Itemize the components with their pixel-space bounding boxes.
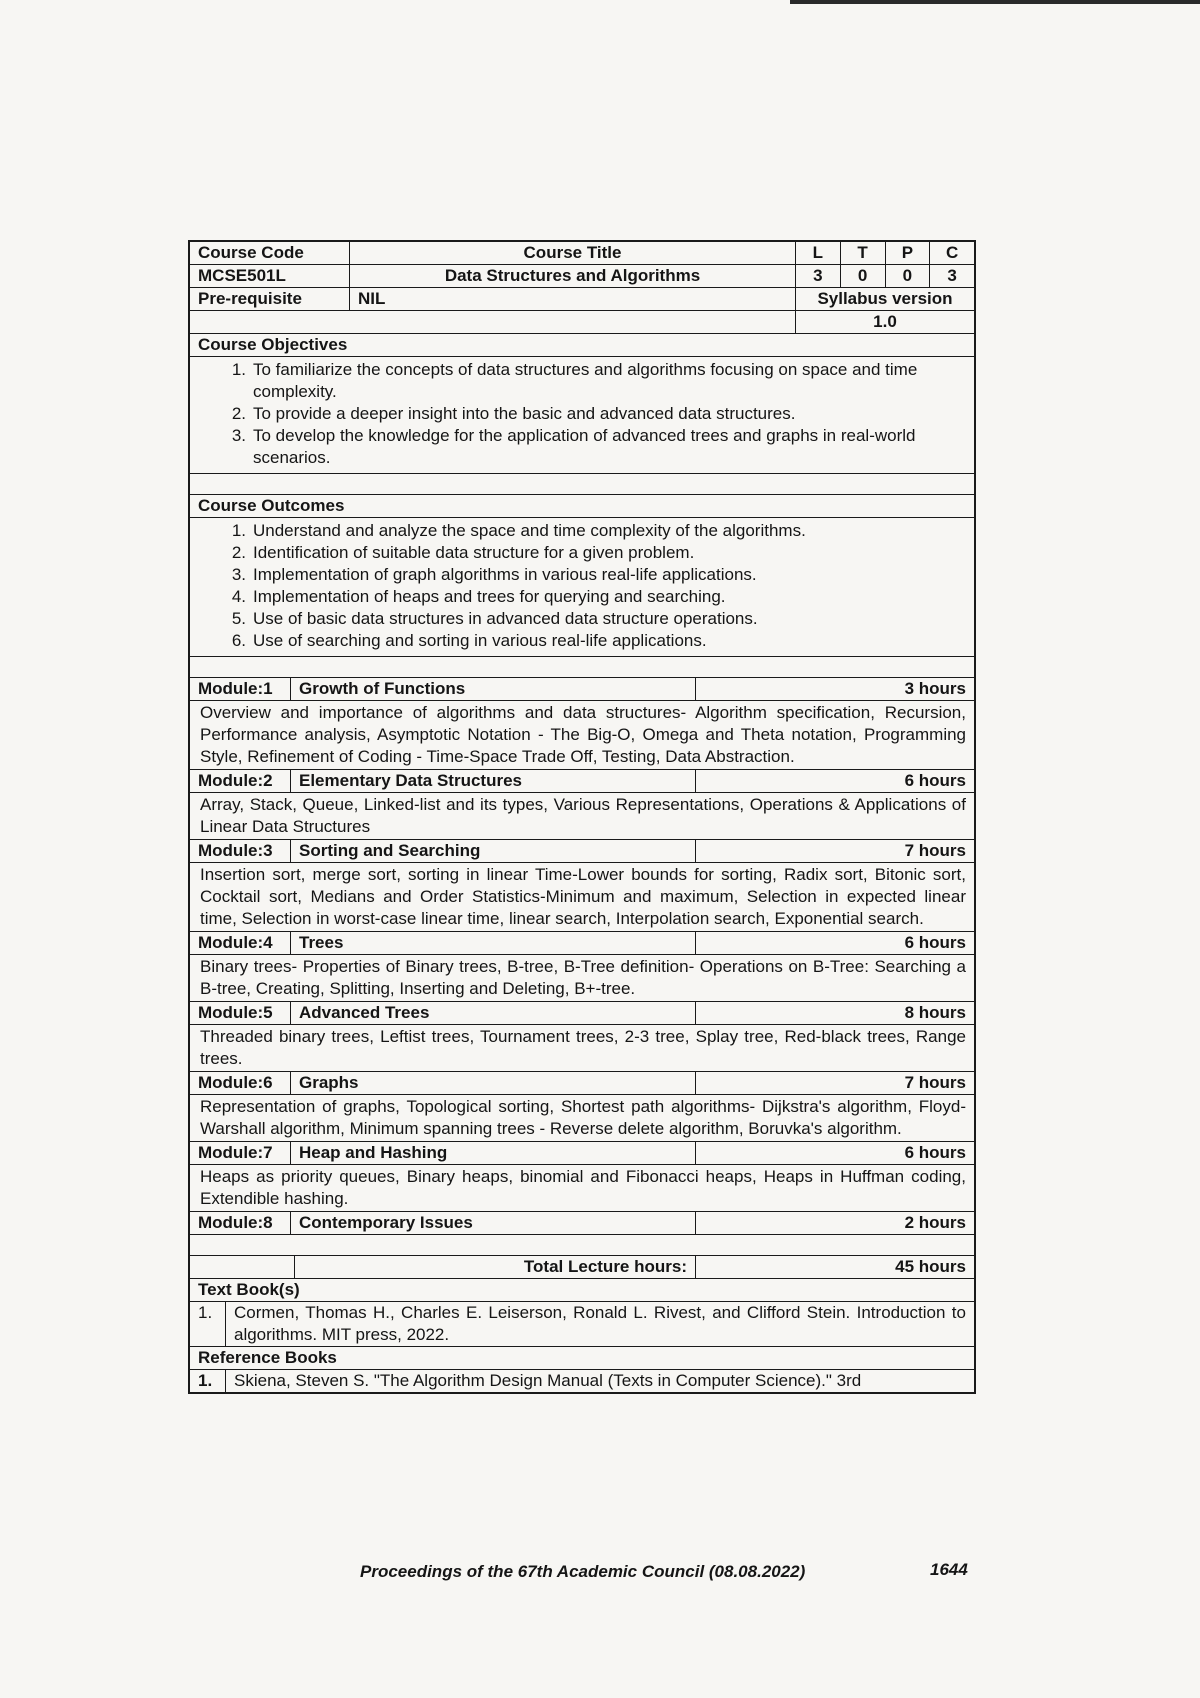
list-item: 3. To develop the knowledge for the application of advanced trees and graphs in real-world scenarios. bbox=[231, 426, 916, 467]
header-row-1 bbox=[190, 242, 974, 265]
module-content-row bbox=[190, 701, 974, 770]
header-row-4 bbox=[190, 311, 974, 334]
list-item: 1. Understand and analyze the space and time complexity of the algorithms. bbox=[231, 521, 806, 540]
reference-book-num: 1. bbox=[190, 1370, 226, 1392]
objectives-heading-row bbox=[190, 334, 974, 357]
list-item: 5. Use of basic data structures in advanced data structure operations. bbox=[231, 609, 758, 628]
module-hours: 8 hours bbox=[904, 1003, 966, 1022]
list-item: 2. Identification of suitable data structure for a given problem. bbox=[231, 543, 695, 562]
top-edge-mark bbox=[790, 0, 1200, 4]
module-label: Module:7 bbox=[190, 1142, 291, 1164]
outcomes-row bbox=[190, 518, 974, 657]
reference-book-entry: Skiena, Steven S. "The Algorithm Design Manual (Texts in Computer Science)." 3rd bbox=[234, 1371, 862, 1390]
module-hours: 6 hours bbox=[904, 771, 966, 790]
text-books-heading: Text Book(s) bbox=[198, 1280, 300, 1299]
footer-text: Proceedings of the 67th Academic Council (08.08.2022) bbox=[360, 1562, 806, 1581]
objectives-heading: Course Objectives bbox=[198, 335, 348, 354]
total-hours: 45 hours bbox=[895, 1257, 966, 1276]
course-code: MCSE501L bbox=[190, 265, 350, 287]
prereq-label: Pre-requisite bbox=[190, 288, 350, 310]
module-hours: 6 hours bbox=[904, 933, 966, 952]
module-content-row bbox=[190, 1025, 974, 1072]
outcomes-list bbox=[190, 518, 974, 656]
header-row-2 bbox=[190, 265, 974, 288]
module-label: Module:5 bbox=[190, 1002, 291, 1024]
ltpc-l-value: 3 bbox=[796, 265, 841, 287]
module-hours: 7 hours bbox=[904, 1073, 966, 1092]
ltpc-values bbox=[796, 265, 974, 287]
syllabus-version: 1.0 bbox=[873, 312, 897, 331]
reference-books-heading-row bbox=[190, 1347, 974, 1370]
page-number: 1644 bbox=[930, 1560, 968, 1579]
list-item: 3. Implementation of graph algorithms in various real-life applications. bbox=[231, 565, 757, 584]
text-book-row bbox=[190, 1302, 974, 1347]
module-content: Representation of graphs, Topological sorting, Shortest path algorithms- Dijkstra's algorithm, Floyd-Warshall algorithm, Minimum spanning trees - Reverse delete algorithm, Boruvka's algorithm. bbox=[200, 1097, 966, 1138]
module-title: Heap and Hashing bbox=[291, 1142, 696, 1164]
module-header-row bbox=[190, 1142, 974, 1165]
module-content: Array, Stack, Queue, Linked-list and its types, Various Representations, Operations & Applications of Linear Data Structures bbox=[200, 795, 966, 836]
syllabus-version-label: Syllabus version bbox=[817, 289, 953, 308]
objectives-row bbox=[190, 357, 974, 474]
reference-books-heading: Reference Books bbox=[198, 1348, 337, 1367]
ltpc-t-value: 0 bbox=[841, 265, 886, 287]
module-content-row bbox=[190, 1095, 974, 1142]
module-title: Graphs bbox=[291, 1072, 696, 1094]
list-item: 1. To familiarize the concepts of data structures and algorithms focusing on space and time complexity. bbox=[231, 360, 918, 401]
ltpc-t-label: T bbox=[841, 242, 886, 264]
module-content-row bbox=[190, 863, 974, 932]
course-code-label: Course Code bbox=[190, 242, 350, 264]
list-item: 2. To provide a deeper insight into the basic and advanced data structures. bbox=[231, 404, 796, 423]
module-label: Module:8 bbox=[190, 1212, 291, 1234]
module-content-row bbox=[190, 793, 974, 840]
module-label: Module:6 bbox=[190, 1072, 291, 1094]
total-row bbox=[190, 1256, 974, 1279]
list-item: 6. Use of searching and sorting in various real-life applications. bbox=[231, 631, 707, 650]
empty-cell bbox=[190, 311, 796, 333]
ltpc-p-value: 0 bbox=[886, 265, 931, 287]
outcomes-heading-row bbox=[190, 495, 974, 518]
module-title: Contemporary Issues bbox=[291, 1212, 696, 1234]
list-item: 4. Implementation of heaps and trees for querying and searching. bbox=[231, 587, 726, 606]
module-content-row bbox=[190, 955, 974, 1002]
outcomes-heading: Course Outcomes bbox=[198, 496, 345, 515]
ltpc-l-label: L bbox=[796, 242, 841, 264]
module-header-row bbox=[190, 770, 974, 793]
module-header-row bbox=[190, 1002, 974, 1025]
reference-book-row bbox=[190, 1370, 974, 1392]
module-header-row bbox=[190, 1072, 974, 1095]
course-title-label: Course Title bbox=[350, 242, 796, 264]
module-content: Heaps as priority queues, Binary heaps, binomial and Fibonacci heaps, Heaps in Huffman coding, Extendible hashing. bbox=[200, 1167, 966, 1208]
module-content: Insertion sort, merge sort, sorting in linear Time-Lower bounds for sorting, Radix sort, Bitonic sort, Cocktail sort, Medians and Order Statistics-Minimum and maximum, Selection in expected linear time, Selection in worst-case linear time, linear search, Interpolation search, Exponential search. bbox=[200, 865, 966, 928]
prereq-value: NIL bbox=[350, 288, 796, 310]
module-label: Module:3 bbox=[190, 840, 291, 862]
module-header-row bbox=[190, 932, 974, 955]
syllabus-table bbox=[188, 240, 976, 1394]
module-header-row bbox=[190, 678, 974, 701]
text-books-heading-row bbox=[190, 1279, 974, 1302]
module-content: Threaded binary trees, Leftist trees, Tournament trees, 2-3 tree, Splay tree, Red-black trees, Range trees. bbox=[200, 1027, 966, 1068]
module-label: Module:2 bbox=[190, 770, 291, 792]
module-hours: 3 hours bbox=[904, 679, 966, 698]
module-header-row bbox=[190, 840, 974, 863]
module-title: Advanced Trees bbox=[291, 1002, 696, 1024]
text-book-num: 1. bbox=[190, 1302, 226, 1346]
empty-cell bbox=[190, 1256, 295, 1278]
ltpc-c-value: 3 bbox=[947, 266, 957, 285]
module-hours: 2 hours bbox=[904, 1213, 966, 1232]
module-hours: 6 hours bbox=[904, 1143, 966, 1162]
module-content: Binary trees- Properties of Binary trees, B-tree, B-Tree definition- Operations on B-Tree: Searching a B-tree, Creating, Splitting, Inserting and Deleting, B+-tree. bbox=[200, 957, 966, 998]
spacer-row bbox=[190, 474, 974, 495]
module-title: Sorting and Searching bbox=[291, 840, 696, 862]
module-header-row bbox=[190, 1212, 974, 1235]
ltpc-p-label: P bbox=[886, 242, 931, 264]
course-title: Data Structures and Algorithms bbox=[350, 265, 796, 287]
text-book-entry: Cormen, Thomas H., Charles E. Leiserson, Ronald L. Rivest, and Clifford Stein. Introduction to algorithms. MIT press, 2022. bbox=[234, 1303, 966, 1344]
header-row-3 bbox=[190, 288, 974, 311]
ltpc-c-label: C bbox=[945, 243, 959, 262]
module-content: Overview and importance of algorithms and data structures- Algorithm specification, Recursion, Performance analysis, Asymptotic Notation - The Big-O, Omega and Theta notation, Programming Style, Refinement of Coding - Time-Space Trade Off, Testing, Data Abstraction. bbox=[200, 703, 966, 766]
module-title: Growth of Functions bbox=[291, 678, 696, 700]
spacer-row bbox=[190, 657, 974, 678]
module-content-row bbox=[190, 1165, 974, 1212]
module-label: Module:4 bbox=[190, 932, 291, 954]
ltpc-labels bbox=[796, 242, 974, 264]
module-title: Elementary Data Structures bbox=[291, 770, 696, 792]
module-title: Trees bbox=[291, 932, 696, 954]
total-label: Total Lecture hours: bbox=[295, 1256, 696, 1278]
objectives-list bbox=[190, 357, 974, 473]
module-label: Module:1 bbox=[190, 678, 291, 700]
module-hours: 7 hours bbox=[904, 841, 966, 860]
spacer-row bbox=[190, 1235, 974, 1256]
